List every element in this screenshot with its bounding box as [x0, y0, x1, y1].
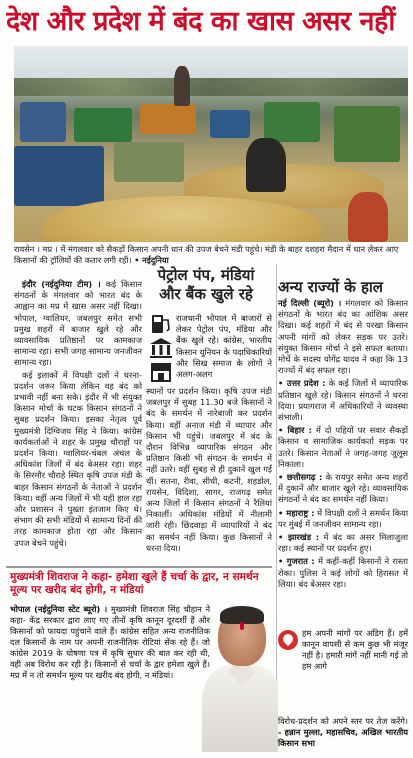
cm-statement-body: मुख्यमंत्री शिवराज सिंह चौहान ने कहा- केंद्र सरकार द्वारा लाए गए तीनों कृषि कानून दूरदर्शी हैं और किसानों को फायदा पहुंचाने वाले हैं। कांग्रेस सहित अन्य राजनीतिक दल किसानों के नाम पर अपनी राजनीतिक रोटियां सेंक रहे हैं। जो कांग्रेस 2019 के घोषणा पत्र में कृषि सुधार की बात कर रही थी, वही अब विरोध कर रही है। किसानों से चर्चा के द्वार हमेशा खुले हैं। मप्र में न तो समर्थन मूल्य पर खरीद बंद होगी, न मंडियां।	[10, 604, 210, 680]
quote-continued	[278, 716, 408, 748]
section-intro-text: राजधानी भोपाल में बाजारों से लेकर पेट्रोल पंप, मंडिया और बैंक खुले रहे। कांग्रेस, भारतीय किसान यूनियन के पदाधिकारियों और सिख समाज के लोगों ने अलग-अलग	[176, 313, 272, 380]
shop-icon	[148, 361, 174, 383]
section-body: स्थानों पर प्रदर्शन किया। कृषि उपज मंडी जबलपुर में सुबह 11.30 बजे किसानों ने बंद के समर्थन में नारेबाजी कर प्रदर्शन किया। वहीं अनाज मंडी में व्यापार और किसान भी पहुंचे। जबलपुर में बंद के दौरान विभिन्न व्यापारिक संगठन और प्रतिष्ठान किसी भी संगठन के समर्थन में नहीं उतरे। वहीं सुबह से ही दुकानें खुल गईं थीं। सतना, रीवा, सीधी, कटनी, शहडोल, रायसेन, विदिशा, सागर, राजगढ़ समेत अन्य जिलों में किसान संगठनों ने रैलियां निकालीं। अधिकांश मंडियों में नीलामी जारी रही। छिंदवाड़ा में व्यापारियों ने बंद का समर्थन नहीं किया। कुछ किसानों ने धरना दिया।	[146, 386, 272, 553]
state-item: • छत्तीसगढ़ : के रायपुर समेत अन्य शहरों में दुकानें और बाजार खुले रहे। व्यावसायिक संगठनों ने बंद का समर्थन नहीं किया।	[278, 472, 408, 505]
fuel-pump-icon	[148, 313, 174, 335]
news-photo	[14, 46, 408, 242]
main-story	[14, 279, 142, 563]
state-item: • गुजरात : में कहीं-कहीं किसानों ने रास्ता रोका। पुलिस ने कई लोगों को हिरासत में लिया। बंद बेअसर रहा।	[278, 556, 408, 589]
quote-text: हम अपनी मांगों पर अडिग हैं। हमें कानून वापसी से कम कुछ भी मंजूर नहीं है। हमारी मांगें नहीं मानी गई तो हम आगे	[302, 628, 408, 671]
other-states-story	[278, 298, 408, 628]
caption-credit: • नईदुनिया	[134, 255, 169, 265]
cm-statement-title: मुख्यमंत्री शिवराज ने कहा- हमेशा खुले हैं चर्चा के द्वार, न समर्थन मूल्य पर खरीद बंद होगी, न मंडियां	[10, 571, 259, 596]
story-dateline: इंदौर (नईदुनिया टीम) ।	[22, 279, 101, 289]
state-item: • उत्तर प्रदेश : के कई जिलों में व्यापारिक प्रतिष्ठान खुले रहे। किसान संगठनों ने धरना दिया। प्रयागराज में अधिकारियों ने व्यवस्था संभाली।	[278, 378, 409, 423]
cm-statement-text	[10, 604, 210, 724]
quote-text-2: विरोध-प्रदर्शन को अपने स्तर पर तेज करेंगे।	[278, 716, 408, 726]
other-states-lead: मंगलवार को किसान संगठनों के भारत बंद का आंशिक असर दिखा। कई शहरों में बंद से परखा किसान अपनी मांगों को लेकर सड़क पर उतरे। संयुक्त किसान मोर्चा ने इसे सफल बताया। मोर्चे के सदस्य योगेंद्र यादव ने कहा कि 13 राज्यों में बंद सफल रहा।	[278, 298, 409, 376]
state-item: • झारखंड : में बंद का असर मिलाजुला रहा। कई स्थानों पर प्रदर्शन हुए।	[278, 532, 408, 554]
cm-statement-box	[6, 566, 272, 752]
headline: देश और प्रदेश में बंद का खास असर नहीं	[6, 6, 395, 37]
other-states-dateline: नई दिल्ली (ब्यूरो) ।	[278, 298, 342, 308]
section-intro	[146, 313, 272, 385]
state-item: • बिहार : में दो पहियों पर सवार सैकड़ों किसान व सामाजिक कार्यकर्ता सड़क पर उतरे। किसान नेताओं ने जगह-जगह जुलूस निकाला।	[278, 425, 408, 469]
quote-signature: - हन्नान मुल्ला, महासचिव, अखिल भारतीय किसान सभा	[278, 727, 408, 748]
section-heading: पेट्रोल पंप, मंडियां और बैंक खुले रहे	[157, 266, 255, 303]
state-item: • महाराष्ट्र : में विपक्षी दलों ने समर्थन किया पर मुंबई में जनजीवन सामान्य रहा।	[278, 507, 408, 529]
portrait-photo	[202, 606, 278, 752]
story-paragraph: कई इलाकों में विपक्षी दलों ने धरना-प्रदर्शन जरूर किया लेकिन वह बंद को प्रभावी नहीं बना सके। इंदौर में भी संयुक्त किसान मोर्चा के घटक किसान संगठनों ने सुबह प्रदर्शन किया। इसका नेतृत्व पूर्व मुख्यमंत्री दिग्विजय सिंह ने किया। कांग्रेस कार्यकर्ताओं ने शहर के प्रमुख चौराहों पर प्रदर्शन किया। ग्वालियर-चंबल अंचल के अधिकांश जिलों में बंद बेअसर रहा। शहर के सिरमौर चौराहे स्थित कृषि उपज मंडी के बाहर किसान संगठनों के नेताओं ने प्रदर्शन किया। वहीं अन्य जिलों में भी यही हाल रहा और प्रशासन ने पुख्ता इंतजाम किए थे। संभाग की सभी मंडियों में सामान्य दिनों की तरह कामकाज होता रहा और किसान उपज बेचने पहुंचे।	[14, 369, 142, 548]
location-pin-icon	[278, 630, 298, 650]
icon-column	[146, 313, 176, 385]
caption-text: रायसेन । मप्र । में मंगलवार को सैकड़ों किसान अपनी धान की उपज बेचने मंडी पहुंचे। मंडी के बाहर दशहरा मैदान में धान लेकर आए किसानों की ट्रॉलियों की कतार लगी रही।	[14, 244, 399, 265]
quote-box	[278, 628, 408, 752]
story-paragraph: कई किसान संगठनों के मंगलवार को भारत बंद के आह्वान का मप्र में खास असर नहीं दिखा। भोपाल, ग्वालियर, जबलपुर समेत सभी प्रमुख शहरों में बाजार खुले रहे और व्यावसायिक प्रतिष्ठानों पर कामकाज सामान्य रहा। सभी जगह सामान्य जनजीवन सामान्य रहा।	[14, 279, 142, 368]
cm-statement-dateline: भोपाल (नईदुनिया स्टेट ब्यूरो) ।	[10, 604, 108, 614]
bank-icon	[148, 337, 174, 359]
other-states-heading: अन्य राज्यों के हाल	[278, 278, 383, 296]
